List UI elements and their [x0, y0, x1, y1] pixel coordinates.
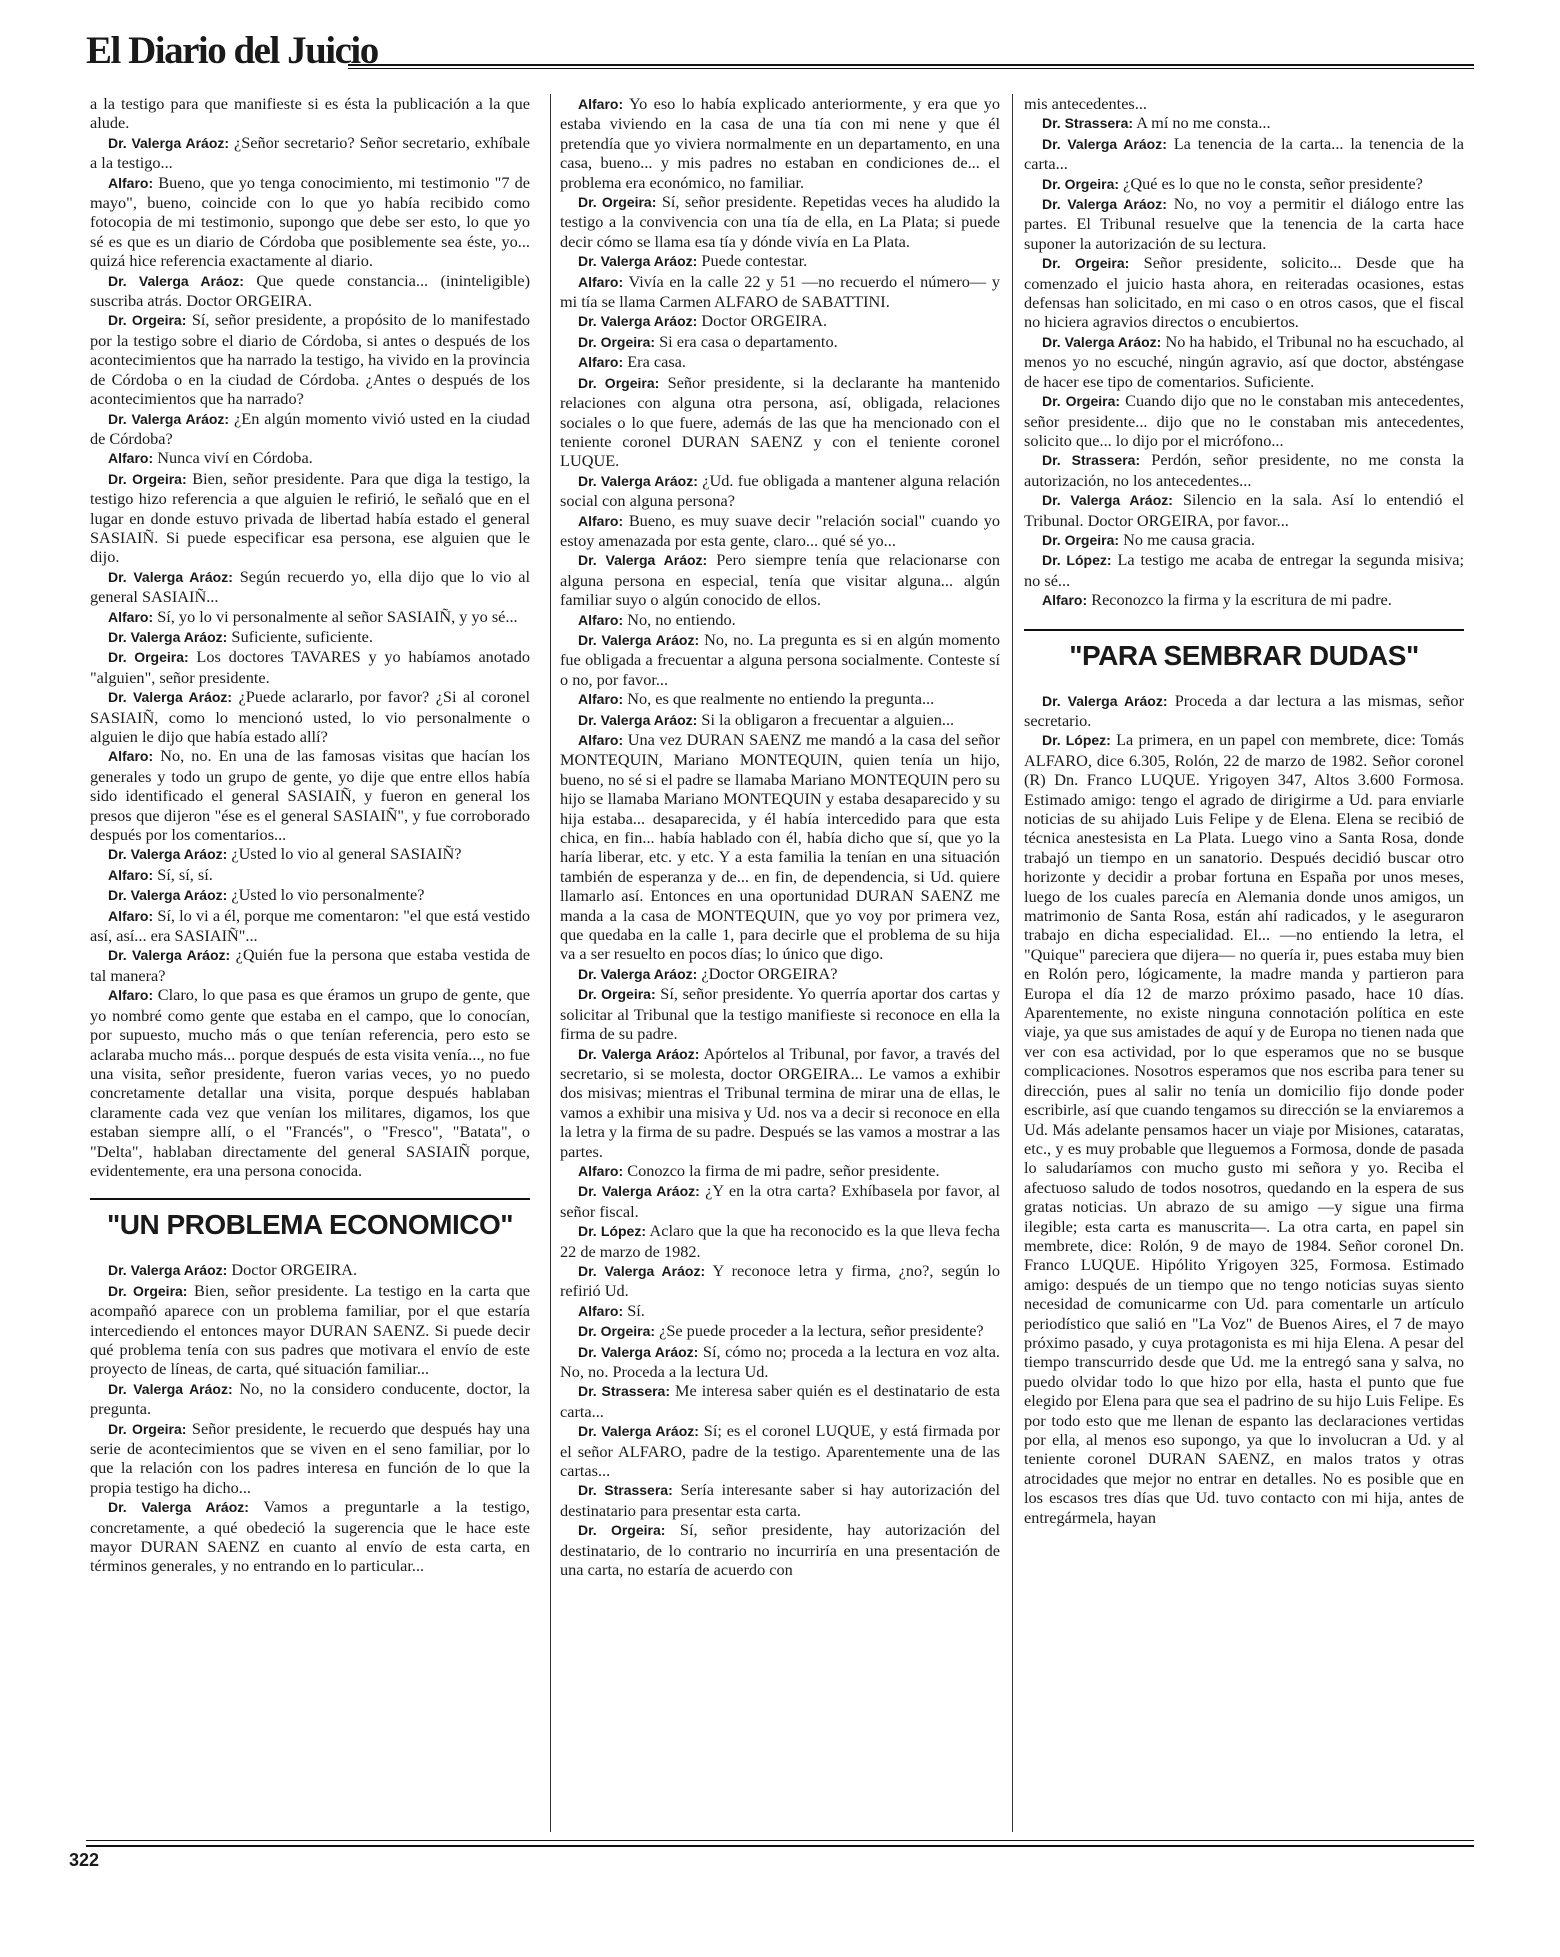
paragraph: Dr. Valerga Aráoz: Silencio en la sala. Así lo entendió el Tribunal. Doctor ORGEIRA, por favor... — [1024, 490, 1465, 530]
speaker-label: Dr. Orgeira: — [578, 1323, 656, 1340]
section-heading — [1024, 629, 1464, 673]
paragraph: Dr. Valerga Aráoz: Que quede constancia... (ininteligible) suscriba atrás. Doctor ORGEIRA. — [90, 270, 531, 311]
speaker-label: Alfaro: — [578, 96, 624, 112]
speaker-label: Dr. Valerga Aráoz: — [578, 313, 698, 330]
masthead — [86, 26, 1474, 76]
speaker-label: Dr. Valerga Aráoz: — [108, 689, 233, 706]
paragraph: Dr. Orgeira: Sí, señor presidente, a propósito de lo manifestado por la testigo sobre el diario de Córdoba, si antes o después de los acontecimientos que ha narrado la testigo, ha vivido en la provincia de Córdoba o en la ciudad de Córdoba. ¿Antes o después de los acontecimientos que ha narrado? — [90, 310, 531, 409]
paragraph: Dr. Valerga Aráoz: Suficiente, suficiente. — [108, 626, 373, 646]
speaker-label: Alfaro: — [578, 1162, 624, 1179]
speaker-label: Dr. Valerga Aráoz: — [108, 568, 233, 585]
paragraph: Alfaro: Bueno, es muy suave decir "relación social" cuando yo estoy amenazada por esta gente, claro... qué sé yo... — [560, 510, 1000, 550]
paragraph: Dr. Orgeira: Sí, señor presidente, hay autorización del destinatario, de lo contrario no incurriría en una presentación de una carta, no estaría de acuerdo con — [560, 1520, 1000, 1580]
publication-title: El Diario del Juicio — [86, 29, 378, 72]
paragraph: Dr. Valerga Aráoz: ¿Usted lo vio personalmente? — [108, 885, 425, 905]
paragraph: Alfaro: Claro, lo que pasa es que éramos un grupo de gente, que yo nombré como gente que estaba en el campo, que lo conocían, por supuesto, mucho más o que tenían referencia, pero esto se aclaraba mucho más... porque después de esta visita venía..., no fue una visita, señor presidente, fueron varias veces, yo no puedo concretamente detallar una visita, porque después hablaban claramente cada vez que venían los militares, digamos, los que estaban siempre allí, o el "Francés", o "Fresco", "Batata", o "Delta", hablaban directamente del general SASIAIÑ porque, evidentemente, era una persona conocida. — [90, 985, 531, 1180]
paragraph: Dr. Valerga Aráoz: ¿Quién fue la persona que estaba vestida de tal manera? — [90, 945, 530, 985]
paragraph: Dr. Valerga Aráoz: Y reconoce letra y firma, ¿no?, según lo refirió Ud. — [560, 1260, 1000, 1301]
paragraph: Alfaro: Yo eso lo había explicado anteriormente, y era que yo estaba viviendo en la casa de una tía con mi nene y que él pretendía que yo viviera normalmente en un departamento, en una casa, bueno... y mis padres no estaban en condiciones de... el problema era económico, no familiar. — [560, 94, 1001, 192]
paragraph: Dr. Valerga Aráoz: No, no voy a permitir el diálogo entre las partes. El Tribunal resuelve que la tenencia de la carta hace suponer la autorización de su lectura. — [1024, 194, 1464, 253]
paragraph: Alfaro: Una vez DURAN SAENZ me mandó a la casa del señor MONTEQUIN, Mariano MONTEQUIN, quien tenía un hijo, bueno, no sé si el padre se llamaba Mariano MONTEQUIN pero su hijo se llamaba Mariano MONTEQUIN y estaba desaparecido y su hija estaba... desaparecida, y él había intercedido para que esta chica, en fin... había hablado con él, había dicho que sí, que yo la haría liberar, etc. y etc. Y a esta familia la tenían en una situación también de esperanza y de... en fin, de dependencia, si Ud. quiere llamarlo así. Entonces en una oportunidad DURAN SAENZ me manda a la casa de MONTEQUIN, que yo voy por primera vez, que quedaba en la calle 1, para decirle que el problema de su hija va a ser resuelto en pocos días; lo único que digo. — [560, 730, 1000, 964]
paragraph: Alfaro: Sí, sí, sí. — [108, 864, 213, 884]
speaker-label: Dr. Valerga Aráoz: — [108, 272, 244, 289]
speaker-label: Dr. López: — [578, 1223, 647, 1240]
speaker-label: Alfaro: — [108, 174, 154, 191]
paragraph: Dr. Orgeira: No me causa gracia. — [1042, 529, 1256, 549]
paragraph: Dr. Valerga Aráoz: ¿Ud. fue obligada a mantener alguna relación social con alguna persona? — [560, 470, 1001, 511]
paragraph: Alfaro: Sí, lo vi a él, porque me comentaron: "el que está vestido así, así... era SASIAIÑ"... — [90, 905, 530, 946]
speaker-label: Dr. Valerga Aráoz: — [578, 1262, 706, 1279]
speaker-label: Dr. Valerga Aráoz: — [578, 472, 698, 489]
paragraph: Dr. Valerga Aráoz: ¿En algún momento vivió usted en la ciudad de Córdoba? — [90, 408, 531, 448]
speaker-label: Dr. Valerga Aráoz: — [1042, 333, 1162, 350]
paragraph: Dr. Valerga Aráoz: La tenencia de la carta... la tenencia de la carta... — [1024, 133, 1464, 174]
paragraph: Dr. Orgeira: Bien, señor presidente. Para que diga la testigo, la testigo hizo referencia a que alguien le refirió, le señaló que en el lugar en donde estuvo privada de libertad había estado el general SASIAIÑ. Si puede especificar esa persona, ese alguien que le dijo. — [90, 468, 530, 567]
paragraph: Dr. Valerga Aráoz: No, no. La pregunta es si en algún momento fue obligada a frecuentar a alguna persona socialmente. Conteste sí o no, por favor... — [560, 629, 1000, 689]
speaker-label: Dr. Orgeira: — [1042, 175, 1120, 192]
speaker-label: Alfaro: — [108, 608, 154, 625]
paragraph: Dr. López: La primera, en un papel con membrete, dice: Tomás ALFARO, dice 6.305, Rolón, 22 de marzo de 1982. Señor coronel (R) Dn. Franco LUQUE. Yrigoyen 347, Altos 3.600 Formosa. Estimado amigo: tengo el agrado de dirigirme a Ud. para enviarle noticias de su ahijado Luis Felipe y de Elena. Elena se recibió de técnica anestesista en La Plata. Luego vino a Santa Rosa, donde trabajó un tiempo en un sanatorio. Después decidió buscar otro horizonte y decidir a probar fortuna en España por unos meses, luego de los cuales parecía en Alemania donde unos amigos, un matrimonio de Santa Rosa, están ahí radicados, y le aseguraron trabajo en dicha especialidad. El... —no entiendo la letra, el "Quique" pareciera que dijera— no quería ir, pues estaba muy bien en Rolón pero, lógicamente, la madre manda y partieron para Europa el día 12 de marzo próximo pasado, hace 10 días. Aparentemente, no existe ninguna connotación política en este viaje, ya que sus amistades de aquí y de Europa no tienen nada que ver con esa actividad, por lo que esperamos que no se busque complicaciones. Nosotros esperamos que nos escriba para tener su dirección, pues al salir no tenía un domicilio fijo donde poder escribirle, así que cuando tengamos su dirección se la enviaremos a Ud. Más adelante pensamos hacer un viaje por Misiones, cataratas, etc., y es muy probable que lleguemos a Formosa, donde de pasada lo saludaríamos con mucho gusto mi señora y yo. Reciba el afectuoso saludo de todos nosotros, quedando en la espera de sus gratas noticias. Un abrazo de su amigo —y sigue una firma ilegible; esta carta es manuscrita—. La otra carta, en papel sin membrete, dice: Rolón, 9 de mayo de 1984. Señor coronel Dn. Franco LUQUE. Hipólito Yrigoyen 325, Formosa. Estimado amigo: después de un tiempo que no tengo noticias suyas siento necesidad de comunicarme con Ud. para comentarle un artículo periodístico que salió en "La Voz" de Buenos Aires, el 7 de mayo próximo pasado, y cuya protagonista es mi hija Elena. A pesar del tiempo transcurrido desde que Ud. me la entregó sana y salva, no puedo olvidar todo lo que hizo por ella, hasta el punto que fue elegido por Elena para que sea el padrino de su hijo Luis Felipe. Es por todo esto que me llenan de espanto las declaraciones vertidas por ella, al menos eso supongo, ya que lo involucran a Ud. y al teniente coronel DURAN SAENZ, en malos tratos y otras atrocidades que mejor no entrar en detalles. No es posible que en los escasos tres días que Ud. tuvo contacto con mi hija, antes de entregármela, hayan — [1024, 730, 1464, 1527]
speaker-label: Alfaro: — [578, 354, 624, 371]
paragraph: Dr. Valerga Aráoz: ¿Usted lo vio al general SASIAIÑ? — [108, 844, 462, 864]
speaker-label: Dr. Valerga Aráoz: — [108, 887, 228, 904]
speaker-label: Alfaro: — [1042, 592, 1088, 609]
speaker-label: Dr. Valerga Aráoz: — [578, 1343, 699, 1360]
paragraph: Alfaro: No, es que realmente no entiendo la pregunta... — [578, 689, 935, 709]
paragraph: Dr. Orgeira: ¿Se puede proceder a la lectura, señor presidente? — [578, 1321, 984, 1341]
paragraph: Alfaro: Conozco la firma de mi padre, señor presidente. — [578, 1160, 940, 1180]
paragraph: Alfaro: Era casa. — [578, 352, 686, 372]
paragraph: Dr. Orgeira: Señor presidente, si la declarante ha mantenido relaciones con alguna otra persona, así, obligada, relaciones sociales o lo que fuere, además de las que ha mencionado con el teniente coronel DURAN SAENZ y con el teniente coronel LUQUE. — [560, 372, 1001, 471]
speaker-label: Alfaro: — [578, 512, 624, 529]
paragraph: Dr. Valerga Aráoz: ¿Doctor ORGEIRA? — [578, 963, 838, 983]
speaker-label: Alfaro: — [108, 866, 154, 883]
speaker-label: Dr. Valerga Aráoz: — [1042, 196, 1167, 213]
paragraph: Alfaro: Sí. — [578, 1300, 645, 1320]
paragraph: Dr. Strassera: Sería interesante saber si hay autorización del destinatario para presentar esta carta. — [560, 1480, 1000, 1520]
speaker-label: Dr. Orgeira: — [578, 986, 656, 1003]
paragraph: Dr. Valerga Aráoz: Sí, cómo no; proceda a la lectura en voz alta. No, no. Proceda a la lectura Ud. — [560, 1341, 1000, 1381]
speaker-label: Dr. Valerga Aráoz: — [1042, 492, 1173, 509]
speaker-label: Dr. Orgeira: — [108, 649, 189, 666]
paragraph: Alfaro: No, no. En una de las famosas visitas que hacían los generales y todo un grupo de gente, yo dije que entre ellos había sido identificado el general SASIAIÑ, y fueron en general los presos que dijeron "ése es el general SASIAIÑ", y fue corroborado después por los comentarios... — [90, 746, 530, 845]
speaker-label: Dr. Valerga Aráoz: — [578, 253, 698, 270]
paragraph: Dr. Strassera: A mí no me consta... — [1042, 113, 1271, 133]
column-divider — [1012, 94, 1013, 1832]
speaker-label: Dr. Orgeira: — [1042, 255, 1130, 272]
speaker-label: Dr. Valerga Aráoz: — [108, 410, 230, 427]
masthead-rule — [348, 64, 1474, 66]
paragraph: Dr. Orgeira: Señor presidente, solicito... Desde que ha comenzado el juicio hasta ahora, en reiteradas ocasiones, estas defensas han solicitado, en mi caso o en otros casos, que el fiscal no hiciera agravios directos o encubiertos. — [1024, 253, 1464, 332]
speaker-label: Dr. Orgeira: — [1042, 393, 1121, 410]
paragraph: Dr. Valerga Aráoz: Puede contestar. — [578, 251, 808, 271]
speaker-label: Alfaro: — [108, 907, 154, 924]
speaker-label: Dr. Orgeira: — [108, 1282, 188, 1299]
paragraph: Dr. Valerga Aráoz: Pero siempre tenía que relacionarse con alguna persona en especial, tenía que visitar alguna... algún familiar suyo o algún conocido de ellos. — [560, 550, 1000, 610]
speaker-label: Dr. Valerga Aráoz: — [108, 947, 231, 964]
speaker-label: Dr. Orgeira: — [1042, 531, 1120, 548]
paragraph: Alfaro: No, no entiendo. — [578, 609, 736, 629]
paragraph: Alfaro: Bueno, que yo tenga conocimiento, mi testimonio "7 de mayo", bueno, coincide con lo que yo había recibido como fotocopia de mi testimonio, supongo que debe ser esto, lo que yo sé es que es un diario de Córdoba que posiblemente sea éste, yo... quizá hice referencia exactamente al diario. — [90, 172, 530, 271]
speaker-label: Dr. Valerga Aráoz: — [108, 846, 228, 863]
masthead-rule-thin — [348, 68, 1474, 69]
speaker-label: Dr. Valerga Aráoz: — [108, 1262, 228, 1279]
page-number: 322 — [69, 1850, 100, 1870]
paragraph: Dr. Strassera: Me interesa saber quién es el destinatario de esta carta... — [560, 1381, 1001, 1421]
speaker-label: Alfaro: — [108, 987, 154, 1004]
paragraph: Dr. Valerga Aráoz: ¿Y en la otra carta? Exhíbasela por favor, al señor fiscal. — [560, 1181, 1001, 1221]
speaker-label: Alfaro: — [108, 748, 154, 765]
speaker-label: Dr. Orgeira: — [578, 1522, 666, 1539]
speaker-label: Alfaro: — [578, 273, 624, 290]
column-3 — [1024, 94, 1464, 1527]
speaker-label: Dr. Strassera: — [578, 1482, 673, 1499]
speaker-label: Alfaro: — [108, 450, 154, 467]
speaker-label: Dr. Orgeira: — [578, 333, 656, 350]
speaker-label: Dr. Valerga Aráoz: — [578, 1045, 700, 1062]
paragraph: Dr. Valerga Aráoz: No ha habido, el Tribunal no ha escuchado, al menos yo no escuché, ningún agravio, así que doctor, absténgase de hacer ese tipo de comentarios. Suficiente. — [1024, 331, 1464, 391]
speaker-label: Dr. Orgeira: — [108, 470, 187, 487]
footer-rule — [86, 1840, 1474, 1841]
speaker-label: Alfaro: — [578, 732, 624, 748]
paragraph: Dr. Valerga Aráoz: Apórtelos al Tribunal, por favor, a través del secretario, si se molesta, doctor ORGEIRA... Le vamos a exhibir dos misivas; mientras el Tribunal termina de mirar una de ellas, le vamos a exhibir una misiva y Ud. nos va a decir si reconoce en ella la letra y la firma de su padre. Después se las vamos a mostrar a las partes. — [560, 1043, 1001, 1161]
speaker-label: Dr. Valerga Aráoz: — [1042, 692, 1168, 709]
paragraph: Dr. Valerga Aráoz: Sí; es el coronel LUQUE, y está firmada por el señor ALFARO, padre de la testigo. Aparentemente una de las cartas... — [560, 1421, 1001, 1481]
speaker-label: Dr. Orgeira: — [108, 1420, 187, 1437]
column-divider — [550, 94, 551, 1832]
speaker-label: Dr. López: — [1042, 552, 1112, 569]
speaker-label: Dr. Strassera: — [1042, 115, 1134, 132]
speaker-label: Dr. Valerga Aráoz: — [578, 1423, 699, 1440]
paragraph: Dr. Valerga Aráoz: Vamos a preguntarle a la testigo, concretamente, a qué obedeció la sugerencia que le hace este mayor DURAN SAENZ en cuanto al envío de esta carta, en términos generales, y no entrando en lo particular... — [90, 1497, 530, 1576]
speaker-label: Dr. Valerga Aráoz: — [1042, 135, 1167, 152]
paragraph: Dr. Orgeira: Señor presidente, le recuerdo que después hay una serie de acontecimientos que se viven en el seno familiar, por lo que la relación con los padres interesa en función de lo que la propia testigo ha dicho... — [90, 1418, 530, 1497]
speaker-label: Dr. Strassera: — [578, 1383, 671, 1400]
paragraph: a la testigo para que manifieste si es ésta la publicación a la que alude. — [90, 94, 530, 133]
section-heading — [90, 1198, 530, 1242]
speaker-label: Alfaro: — [578, 691, 624, 708]
speaker-label: Dr. Strassera: — [1042, 452, 1141, 469]
paragraph: Dr. Orgeira: Sí, señor presidente. Repetidas veces ha aludido la testigo a la convivencia con una tía de ella, en La Plata; si puede decir cómo se llama esa tía y dónde vivía en La Plata. — [560, 192, 1001, 251]
paragraph: Alfaro: Vivía en la calle 22 y 51 —no recuerdo el número— y mi tía se llama Carmen ALFARO de SABATTINI. — [560, 271, 1000, 312]
footer-rule-thick — [86, 1845, 1474, 1847]
paragraph: Dr. Valerga Aráoz: Doctor ORGEIRA. — [108, 1260, 358, 1280]
paragraph: Dr. Orgeira: Bien, señor presidente. La testigo en la carta que acompañó aparece con un problema familiar, por el que estaría intercediendo el entonces mayor DURAN SAENZ. Si puede decir qué problema tenía con sus padres que motivara el envío de este proyecto de líneas, de carta, qué situación familiar... — [90, 1280, 530, 1379]
speaker-label: Dr. Valerga Aráoz: — [578, 965, 698, 982]
paragraph: Dr. Orgeira: Los doctores TAVARES y yo habíamos anotado "alguien", señor presidente. — [90, 647, 530, 687]
speaker-label: Dr. Valerga Aráoz: — [108, 628, 228, 645]
paragraph: Dr. Valerga Aráoz: Proceda a dar lectura a las mismas, señor secretario. — [1024, 690, 1464, 730]
section-title: "UN PROBLEMA ECONOMICO" — [106, 1209, 513, 1241]
speaker-label: Dr. Valerga Aráoz: — [108, 1380, 233, 1397]
paragraph: Dr. Valerga Aráoz: Si la obligaron a frecuentar a alguien... — [578, 709, 955, 729]
speaker-label: Dr. Orgeira: — [578, 194, 657, 211]
speaker-label: Alfaro: — [578, 1302, 624, 1319]
paragraph: Dr. Valerga Aráoz: Doctor ORGEIRA. — [578, 311, 828, 331]
paragraph: Dr. Orgeira: ¿Qué es lo que no le consta, señor presidente? — [1042, 173, 1423, 193]
speaker-label: Alfaro: — [578, 611, 624, 628]
paragraph: mis antecedentes... — [1024, 94, 1147, 113]
paragraph: Dr. Valerga Aráoz: ¿Señor secretario? Señor secretario, exhíbale a la testigo... — [90, 132, 530, 173]
speaker-label: Dr. Orgeira: — [108, 312, 187, 329]
column-2 — [560, 94, 1000, 1579]
column-1 — [90, 94, 530, 1576]
speaker-label: Dr. Valerga Aráoz: — [108, 1499, 249, 1516]
speaker-label: Dr. Orgeira: — [578, 374, 660, 391]
speaker-label: Dr. Valerga Aráoz: — [578, 711, 698, 728]
paragraph: Dr. Valerga Aráoz: No, no la considero conducente, doctor, la pregunta. — [90, 1378, 530, 1419]
paragraph: Dr. Valerga Aráoz: Según recuerdo yo, ella dijo que lo vio al general SASIAIÑ... — [90, 566, 530, 607]
speaker-label: Dr. Valerga Aráoz: — [108, 134, 230, 151]
paragraph: Dr. Valerga Aráoz: ¿Puede aclararlo, por favor? ¿Si al coronel SASIAIÑ, como lo mencionó usted, lo vio personalmente o alguien le dijo que había estado allí? — [90, 687, 530, 746]
speaker-label: Dr. López: — [1042, 732, 1111, 749]
paragraph: Alfaro: Reconozco la firma y la escritura de mi padre. — [1042, 590, 1392, 610]
section-title: "PARA SEMBRAR DUDAS" — [1069, 639, 1419, 671]
paragraph: Alfaro: Sí, yo lo vi personalmente al señor SASIAIÑ, y yo sé... — [108, 606, 518, 626]
paragraph: Dr. Strassera: Perdón, señor presidente, no me consta la autorización, no los antecedentes... — [1024, 450, 1465, 490]
paragraph: Dr. Orgeira: Sí, señor presidente. Yo querría aportar dos cartas y solicitar al Tribunal que la testigo manifieste si reconoce en ella la firma de su padre. — [560, 984, 1000, 1044]
paragraph: Dr. López: La testigo me acaba de entregar la segunda misiva; no sé... — [1024, 550, 1464, 590]
paragraph: Dr. López: Aclaro que la que ha reconocido es la que lleva fecha 22 de marzo de 1982. — [560, 1221, 1001, 1261]
speaker-label: Dr. Valerga Aráoz: — [578, 631, 700, 648]
paragraph: Dr. Orgeira: Cuando dijo que no le constaban mis antecedentes, señor presidente... dijo que no le constaban mis antecedentes, solicito que... lo dijo por el micrófono... — [1024, 391, 1464, 450]
paragraph: Alfaro: Nunca viví en Córdoba. — [108, 448, 313, 468]
speaker-label: Dr. Valerga Aráoz: — [578, 1183, 700, 1200]
paragraph: Dr. Orgeira: Si era casa o departamento. — [578, 331, 838, 351]
speaker-label: Dr. Valerga Aráoz: — [578, 552, 708, 569]
